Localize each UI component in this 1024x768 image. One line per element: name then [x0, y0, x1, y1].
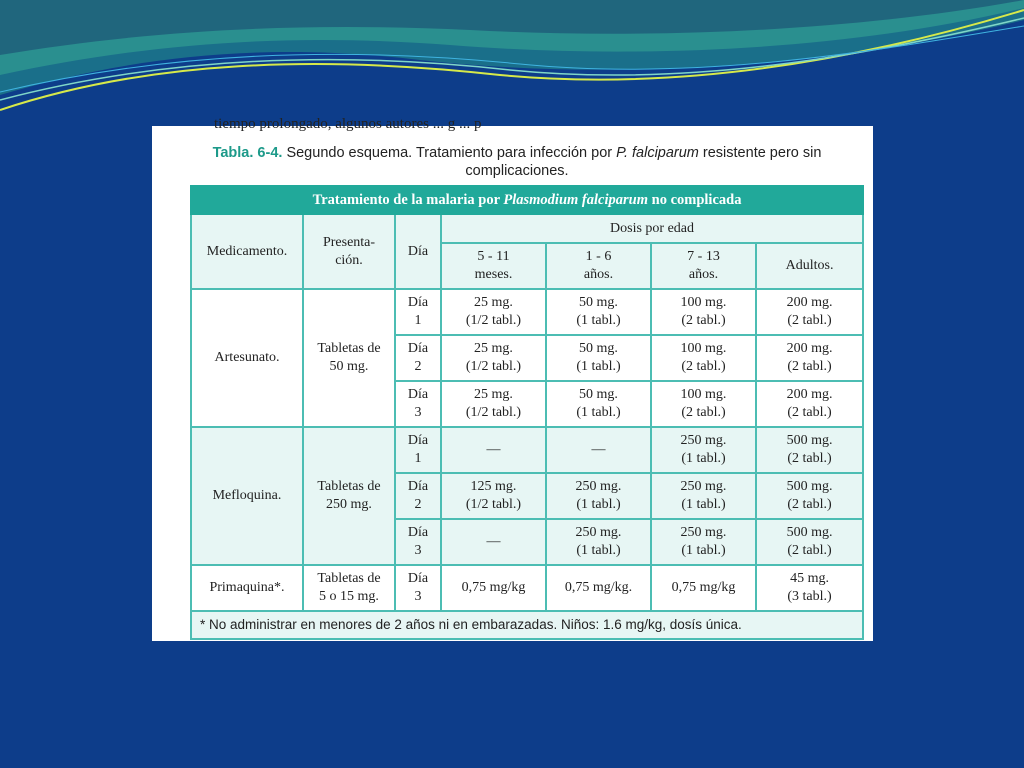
day-cell: Día 3: [395, 565, 441, 611]
table-row: [191, 427, 863, 473]
dose-cell: 100 mg. (2 tabl.): [651, 381, 756, 427]
header-medicamento: Medicamento.: [191, 214, 303, 289]
dose-cell: 50 mg. (1 tabl.): [546, 335, 651, 381]
day-cell: Día 1: [395, 289, 441, 335]
dose-cell: 200 mg. (2 tabl.): [756, 335, 863, 381]
dose-cell: 50 mg. (1 tabl.): [546, 289, 651, 335]
cropped-text-line: tiempo prolongado, algunos autores ... g ... p: [214, 116, 482, 132]
header-age-7-13-anos: 7 - 13 años.: [651, 243, 756, 289]
dose-cell: 500 mg. (2 tabl.): [756, 427, 863, 473]
day-cell: Día 3: [395, 381, 441, 427]
scanned-table-page: [152, 116, 873, 641]
day-cell: Día 2: [395, 473, 441, 519]
dose-cell: 50 mg. (1 tabl.): [546, 381, 651, 427]
dose-cell: 0,75 mg/kg: [441, 565, 546, 611]
drug-artesunato: Artesunato.: [191, 289, 303, 427]
presentation-primaquina: Tabletas de 5 o 15 mg.: [303, 565, 395, 611]
caption-label: Tabla. 6-4.: [212, 145, 283, 161]
day-cell: Día 2: [395, 335, 441, 381]
dose-cell: 100 mg. (2 tabl.): [651, 289, 756, 335]
caption-text-after: resistente pero sin complicaciones.: [465, 145, 822, 179]
header-dosis-por-edad: Dosis por edad: [441, 214, 863, 243]
caption-species: P. falciparum: [616, 145, 699, 161]
header-wave-decoration: [0, 0, 1024, 130]
dose-cell: 250 mg. (1 tabl.): [651, 427, 756, 473]
dose-cell: 200 mg. (2 tabl.): [756, 381, 863, 427]
dose-cell: —: [546, 427, 651, 473]
table-row: [191, 289, 863, 335]
dose-cell: 0,75 mg/kg.: [546, 565, 651, 611]
dose-cell: —: [441, 427, 546, 473]
header-age-1-6-anos: 1 - 6 años.: [546, 243, 651, 289]
table-caption: [192, 144, 842, 180]
dose-cell: 200 mg. (2 tabl.): [756, 289, 863, 335]
dose-cell: 0,75 mg/kg: [651, 565, 756, 611]
presentation-artesunato: Tabletas de 50 mg.: [303, 289, 395, 427]
presentation-mefloquina: Tabletas de 250 mg.: [303, 427, 395, 565]
day-cell: Día 1: [395, 427, 441, 473]
dose-cell: 250 mg. (1 tabl.): [651, 473, 756, 519]
day-cell: Día 3: [395, 519, 441, 565]
dose-cell: 500 mg. (2 tabl.): [756, 473, 863, 519]
table-title: Tratamiento de la malaria por Plasmodium falciparum no complicada: [191, 186, 863, 214]
dose-cell: 25 mg. (1/2 tabl.): [441, 335, 546, 381]
header-age-5-11-meses: 5 - 11 meses.: [441, 243, 546, 289]
drug-primaquina: Primaquina*.: [191, 565, 303, 611]
dose-cell: 125 mg. (1/2 tabl.): [441, 473, 546, 519]
dose-cell: 500 mg. (2 tabl.): [756, 519, 863, 565]
dose-cell: 250 mg. (1 tabl.): [651, 519, 756, 565]
drug-mefloquina: Mefloquina.: [191, 427, 303, 565]
table-wrapper: [190, 185, 862, 636]
malaria-treatment-table: [190, 185, 864, 640]
dose-cell: 45 mg. (3 tabl.): [756, 565, 863, 611]
dose-cell: —: [441, 519, 546, 565]
caption-text-before: Segundo esquema. Tratamiento para infección por: [282, 145, 617, 161]
dose-cell: 250 mg. (1 tabl.): [546, 473, 651, 519]
dose-cell: 100 mg. (2 tabl.): [651, 335, 756, 381]
header-presentacion: Presenta- ción.: [303, 214, 395, 289]
dose-cell: 25 mg. (1/2 tabl.): [441, 289, 546, 335]
dose-cell: 25 mg. (1/2 tabl.): [441, 381, 546, 427]
header-age-adultos: Adultos.: [756, 243, 863, 289]
table-footnote: * No administrar en menores de 2 años ni en embarazadas. Niños: 1.6 mg/kg, dosís única.: [191, 611, 863, 639]
dose-cell: 250 mg. (1 tabl.): [546, 519, 651, 565]
header-dia: Día: [395, 214, 441, 289]
table-row: [191, 565, 863, 611]
